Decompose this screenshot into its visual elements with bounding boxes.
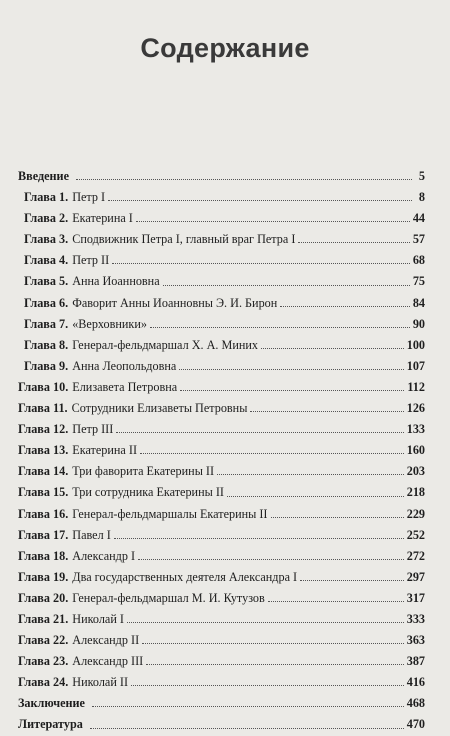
toc-entry <box>18 714 425 735</box>
dot-leader <box>92 705 404 707</box>
dot-leader <box>268 600 404 602</box>
toc-entry-label: Глава 1. <box>24 190 69 205</box>
toc-entry <box>18 546 425 567</box>
toc-entry-page-number: 57 <box>412 232 425 247</box>
toc-entry-page-number: 387 <box>406 654 425 669</box>
toc-entry <box>18 377 425 398</box>
toc-entry-page-number: 363 <box>406 633 425 648</box>
toc-entry-label: Глава 7. <box>24 316 69 331</box>
toc-entry-title: Три сотрудника Екатерины II <box>72 485 224 500</box>
toc-entry-page-number: 100 <box>406 337 425 352</box>
toc-entry-page-number: 68 <box>412 253 425 268</box>
dot-leader <box>217 473 404 475</box>
toc-entry-page-number: 44 <box>412 211 425 226</box>
toc-entry <box>18 187 425 208</box>
toc-entry <box>18 419 425 440</box>
toc-entry-title: Николай II <box>72 675 129 690</box>
toc-entry-page-number: 133 <box>406 422 425 437</box>
toc-entry-label: Литература <box>18 717 83 732</box>
toc-entry-page-number: 272 <box>406 548 425 563</box>
toc-entry-title: «Верховники» <box>72 316 147 331</box>
toc-entry-label: Глава 17. <box>18 527 69 542</box>
dot-leader <box>298 241 409 243</box>
toc-entry-page-number: 107 <box>406 358 425 373</box>
toc-entry <box>18 208 425 229</box>
toc-entry-page-number: 297 <box>406 569 425 584</box>
toc-entry-label: Глава 4. <box>24 253 69 268</box>
toc-entry-title: Анна Иоанновна <box>72 274 160 289</box>
toc-entry-label: Глава 12. <box>18 422 69 437</box>
toc-entry-page-number: 84 <box>412 295 425 310</box>
dot-leader <box>76 178 412 180</box>
toc-entry-page-number: 75 <box>412 274 425 289</box>
toc-entry <box>18 504 425 525</box>
toc-entry-title: Сотрудники Елизаветы Петровны <box>71 401 248 416</box>
dot-leader <box>250 410 403 412</box>
toc-entry <box>18 356 425 377</box>
toc-entry-page-number: 203 <box>406 464 425 479</box>
toc-entry <box>18 398 425 419</box>
toc-entry <box>18 166 425 187</box>
toc-entry-label: Глава 19. <box>18 569 69 584</box>
page-title: Содержание <box>140 33 310 63</box>
toc-entry <box>18 335 425 356</box>
toc-entry-label: Глава 13. <box>18 443 69 458</box>
dot-leader <box>116 431 403 433</box>
toc-entry-label: Глава 18. <box>18 548 69 563</box>
toc-entry-title: Сподвижник Петра I, главный враг Петра I <box>72 232 296 247</box>
dot-leader <box>179 368 403 370</box>
toc-entry <box>18 672 425 693</box>
toc-entry-page-number: 468 <box>406 696 425 711</box>
dot-leader <box>90 727 404 729</box>
toc-entry-page-number: 317 <box>406 590 425 605</box>
toc-entry-page-number: 218 <box>406 485 425 500</box>
toc-entry <box>18 651 425 672</box>
toc-entry-label: Введение <box>18 169 69 183</box>
toc-entry-label: Заключение <box>18 696 85 711</box>
table-of-contents <box>18 166 425 736</box>
toc-entry <box>18 461 425 482</box>
toc-entry <box>18 567 425 588</box>
dot-leader <box>142 642 404 644</box>
toc-entry <box>18 588 425 609</box>
toc-entry-title: Два государственных деятеля Александра I <box>72 569 298 584</box>
toc-entry <box>18 693 425 714</box>
toc-entry <box>18 271 425 292</box>
toc-entry-title: Екатерина II <box>72 443 138 458</box>
toc-entry-page-number: 252 <box>406 527 425 542</box>
toc-entry-title: Петр II <box>72 253 110 268</box>
toc-entry-title: Елизавета Петровна <box>72 379 178 394</box>
dot-leader <box>114 537 404 539</box>
toc-entry-title: Фаворит Анны Иоанновны Э. И. Бирон <box>72 295 278 310</box>
toc-entry <box>18 609 425 630</box>
dot-leader <box>146 663 404 665</box>
toc-entry-page-number: 90 <box>412 316 425 331</box>
toc-entry-title: Павел I <box>72 527 111 542</box>
dot-leader <box>140 452 404 454</box>
toc-entry-page-number: 8 <box>418 190 425 205</box>
toc-entry-label: Глава 23. <box>18 654 69 669</box>
toc-entry-label: Глава 8. <box>24 337 69 352</box>
dot-leader <box>108 199 412 201</box>
toc-entry <box>18 525 425 546</box>
toc-entry-title: Петр I <box>72 190 106 205</box>
dot-leader <box>261 347 404 349</box>
toc-entry-page-number: 470 <box>406 717 425 732</box>
toc-entry-title: Генерал-фельдмаршал М. И. Кутузов <box>72 590 265 605</box>
dot-leader <box>163 284 410 286</box>
toc-entry-label: Глава 3. <box>24 232 69 247</box>
toc-entry-label: Глава 16. <box>18 506 69 521</box>
dot-leader <box>271 516 404 518</box>
toc-entry-page-number: 112 <box>407 379 425 394</box>
dot-leader <box>150 326 410 328</box>
toc-entry-title: Анна Леопольдовна <box>72 358 177 373</box>
dot-leader <box>112 262 410 264</box>
toc-entry-title: Николай I <box>72 611 124 626</box>
dot-leader <box>138 558 404 560</box>
toc-entry-title: Александр I <box>72 548 136 563</box>
toc-entry-title: Петр III <box>72 422 114 437</box>
toc-entry <box>18 440 425 461</box>
toc-entry-title: Екатерина I <box>72 211 133 226</box>
toc-entry-label: Глава 14. <box>18 464 69 479</box>
toc-entry-label: Глава 20. <box>18 590 69 605</box>
dot-leader <box>131 684 404 686</box>
toc-entry <box>18 250 425 271</box>
toc-entry-label: Глава 5. <box>24 274 69 289</box>
toc-entry-label: Глава 11. <box>18 401 68 416</box>
toc-entry-page-number: 160 <box>406 443 425 458</box>
dot-leader <box>136 220 410 222</box>
dot-leader <box>280 305 410 307</box>
dot-leader <box>227 495 404 497</box>
toc-entry-title: Генерал-фельдмаршалы Екатерины II <box>72 506 268 521</box>
toc-entry-label: Глава 6. <box>24 295 69 310</box>
dot-leader <box>127 621 404 623</box>
toc-entry-page-number: 126 <box>406 401 425 416</box>
toc-entry-title: Три фаворита Екатерины II <box>72 464 215 479</box>
dot-leader <box>180 389 404 391</box>
toc-entry-page-number: 5 <box>418 169 425 183</box>
toc-entry-title: Александр II <box>72 633 140 648</box>
toc-entry-label: Глава 15. <box>18 485 69 500</box>
toc-entry <box>18 314 425 335</box>
toc-entry-label: Глава 2. <box>24 211 69 226</box>
toc-entry-page-number: 333 <box>406 611 425 626</box>
toc-entry <box>18 482 425 503</box>
toc-entry <box>18 630 425 651</box>
toc-entry-title: Генерал-фельдмаршал Х. А. Миних <box>72 337 258 352</box>
toc-entry-label: Глава 10. <box>18 379 69 394</box>
dot-leader <box>300 579 404 581</box>
toc-entry-label: Глава 24. <box>18 675 69 690</box>
toc-entry <box>18 293 425 314</box>
toc-entry-label: Глава 9. <box>24 358 69 373</box>
toc-entry-page-number: 229 <box>406 506 425 521</box>
toc-entry-label: Глава 22. <box>18 633 69 648</box>
toc-entry-title: Александр III <box>72 654 144 669</box>
toc-entry-page-number: 416 <box>406 675 425 690</box>
toc-entry-label: Глава 21. <box>18 611 69 626</box>
toc-entry <box>18 229 425 250</box>
